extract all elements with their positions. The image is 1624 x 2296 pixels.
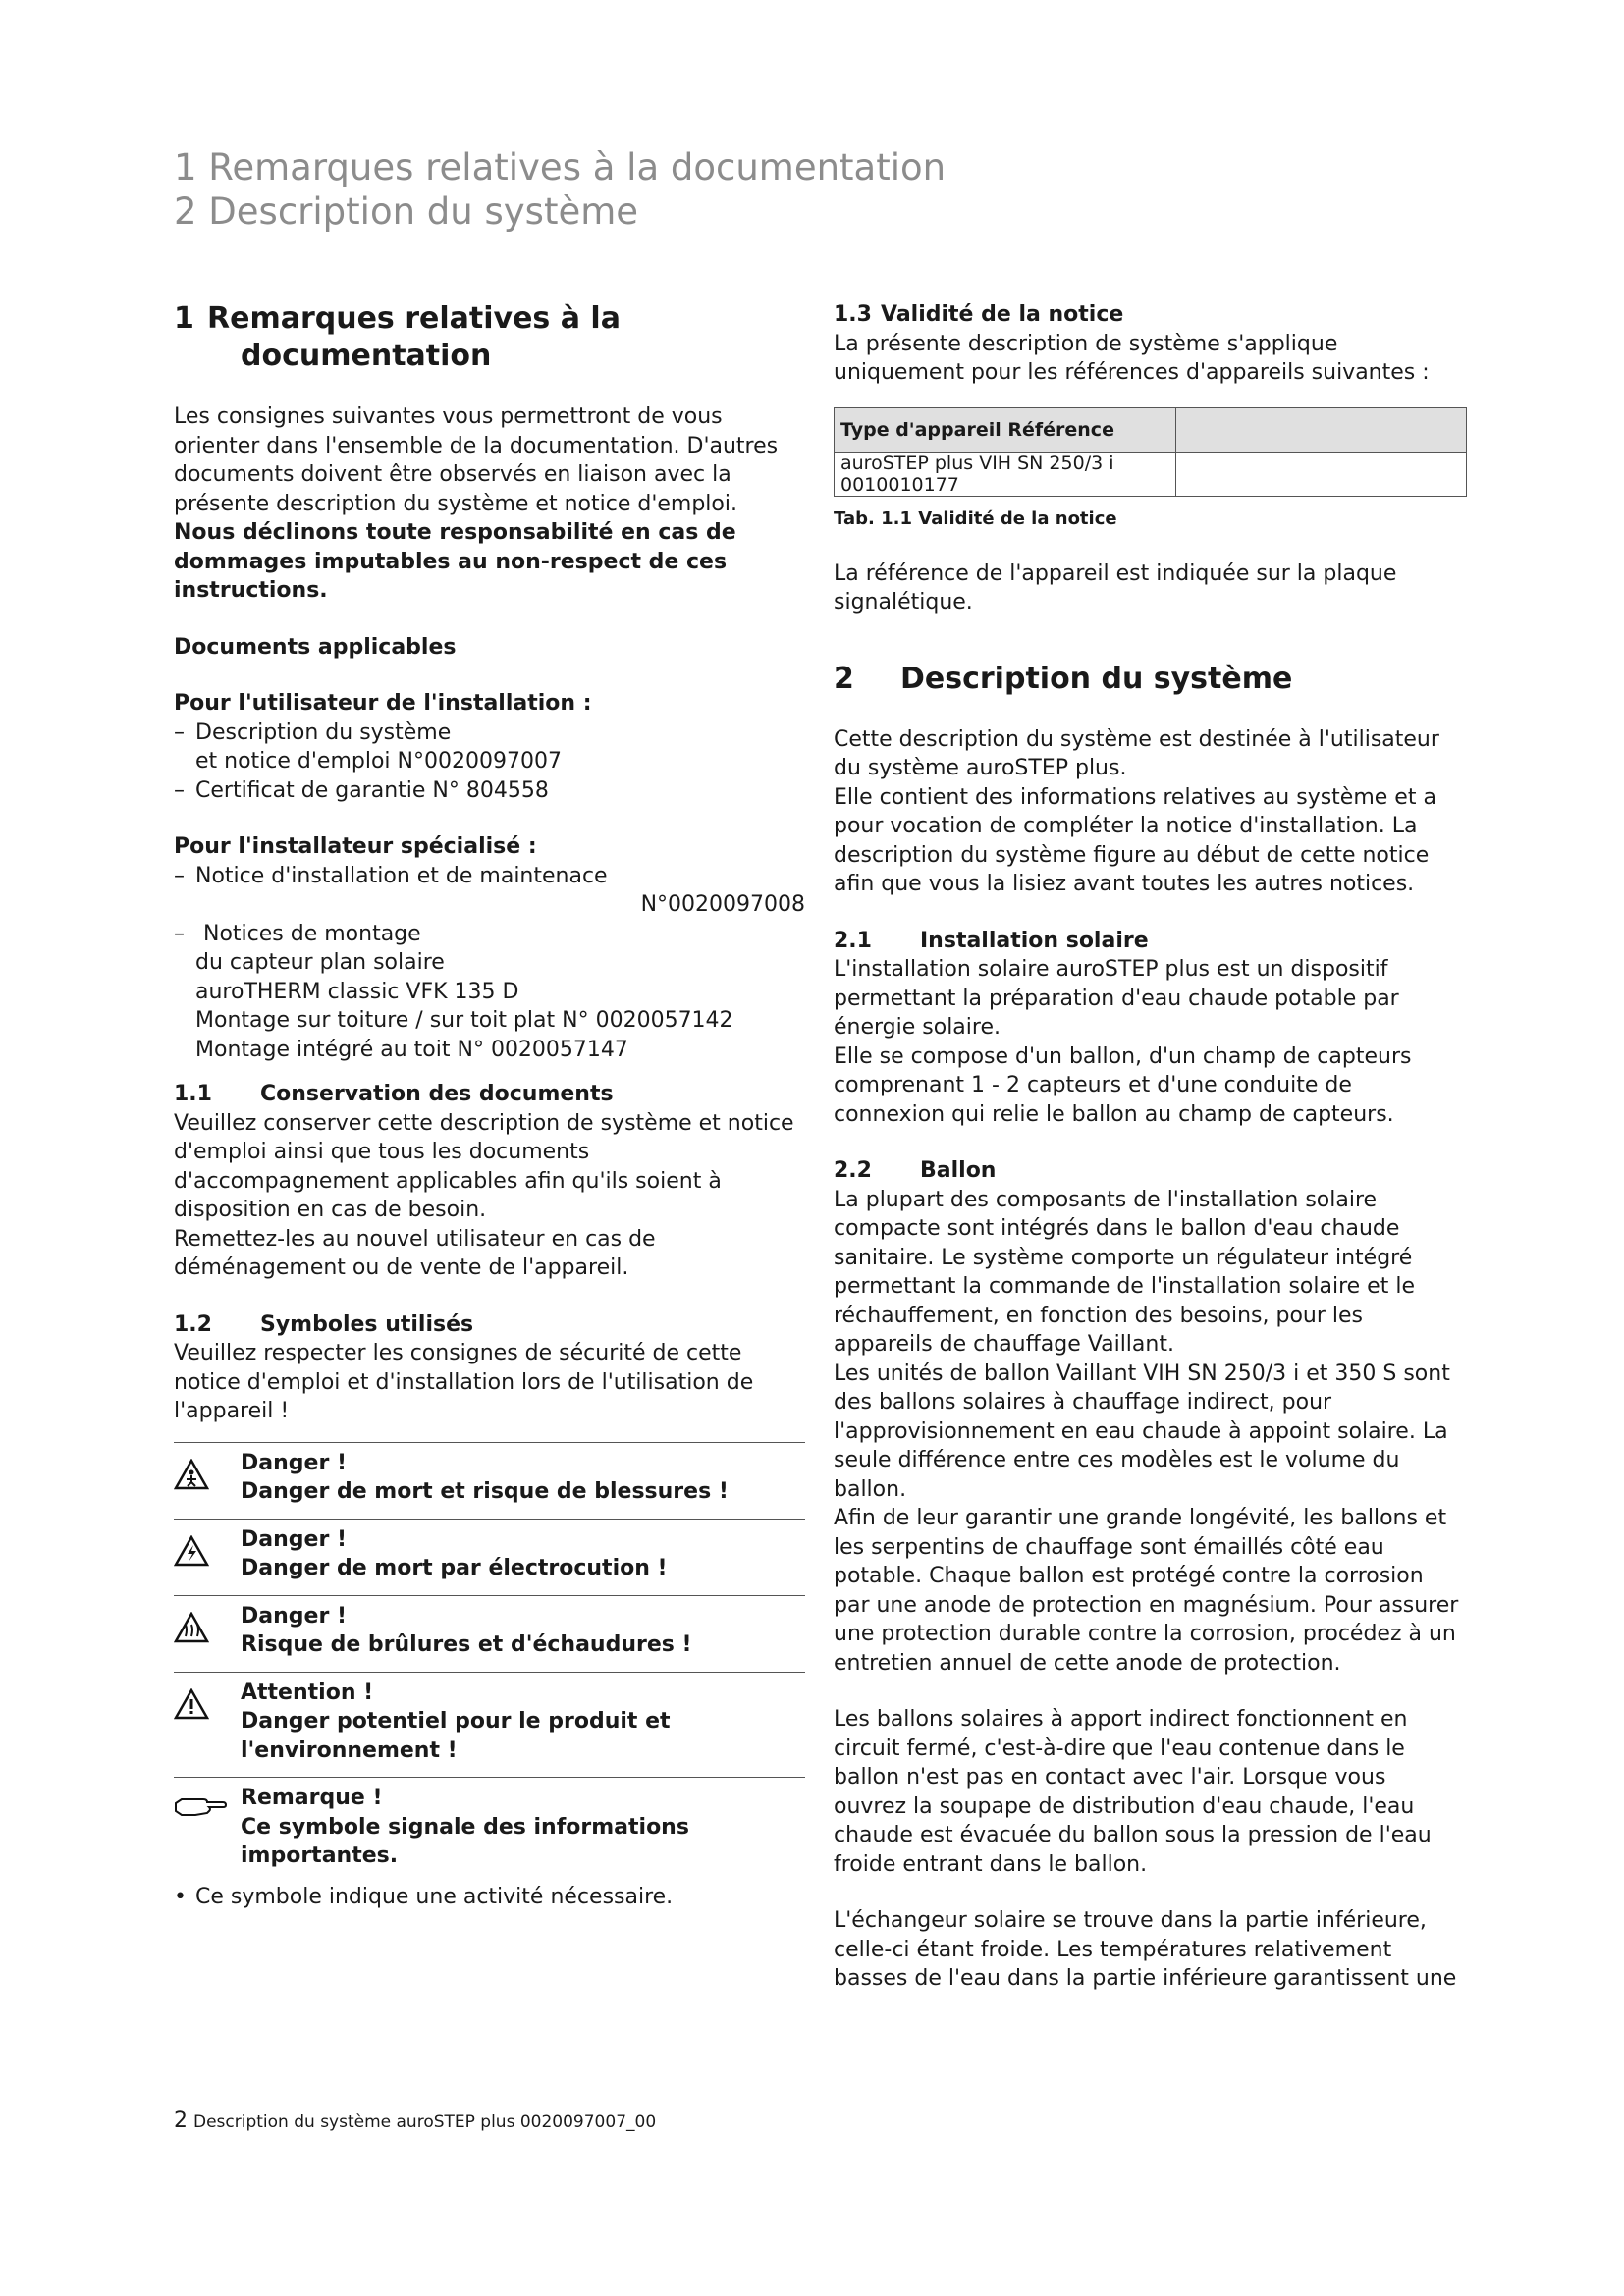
- section-2-1-heading: 2.1 Installation solaire: [834, 928, 1149, 953]
- section-1-1-body-1: Veuillez conserver cette description de système et notice d'emploi ainsi que tous les documents d'accompagnement applicables afin qu'ils soient à disposition en cas de besoin.: [174, 1110, 794, 1222]
- attention-icon: [174, 1688, 209, 1720]
- section-2-heading: 2 Description du système: [834, 661, 1293, 696]
- note-block: Remarque ! Ce symbole signale des informations importantes.: [174, 1777, 805, 1883]
- running-head: [174, 145, 946, 234]
- section-1-3-after: La référence de l'appareil est indiquée sur la plaque signalétique.: [834, 561, 1397, 614]
- section-1-2-heading: 1.2 Symboles utilisés: [174, 1311, 474, 1337]
- section-2-2-body-3: Afin de leur garantir une grande longévité, les ballons et les serpentins de chauffage sont émaillés côté eau potable. Chaque ballon est protégé contre la corrosion par une anode de protection en magnésium. Pour assurer une protection durable contre la corrosion, procédez à un entretien annuel de cette anode de protection.: [834, 1506, 1459, 1676]
- table-row: auroSTEP plus VIH SN 250/3 i 0010010177: [835, 452, 1467, 496]
- validity-table: [834, 407, 1467, 497]
- section-2-2-body-5: L'échangeur solaire se trouve dans la partie inférieure, celle-ci étant froide. Les températures relativement basses de l'eau dans la partie inférieure garantissent une: [834, 1908, 1457, 1991]
- running-head-line-1: 1 Remarques relatives à la documentation: [174, 146, 947, 188]
- page-footer: [174, 2109, 656, 2133]
- section-2-2-body-1: La plupart des composants de l'installation solaire compacte sont intégrés dans le ballon d'eau chaude sanitaire. Le système comporte un régulateur intégré permettant la commande de l'installation solaire et le réchauffement, en fonction des besoins, pour les appareils de chauffage Vaillant.: [834, 1187, 1415, 1357]
- section-1-3-body: La présente description de système s'applique uniquement pour les références d'appareils suivantes :: [834, 331, 1430, 385]
- running-head-line-2: 2 Description du système: [174, 190, 639, 233]
- section-2-body-2: Elle contient des informations relatives au système et a pour vocation de compléter la notice d'installation. La description du système figure au début de cette notice afin que vous la lisiez avant toutes les autres notices.: [834, 784, 1436, 896]
- danger-person-icon: [174, 1459, 209, 1490]
- user-docs-heading: Pour l'utilisateur de l'installation :: [174, 691, 592, 716]
- section-2-1-body-2: Elle se compose d'un ballon, d'un champ de capteurs comprenant 1 - 2 capteurs et d'une conduite de connexion qui relie le ballon au champ de capteurs.: [834, 1043, 1412, 1127]
- list-item: – Notices de montage: [174, 921, 421, 946]
- section-1-1-body-2: Remettez-les au nouvel utilisateur en cas de déménagement ou de vente de l'appareil.: [174, 1226, 656, 1280]
- documents-heading: Documents applicables: [174, 634, 457, 660]
- activity-note: • Ce symbole indique une activité nécessaire.: [174, 1884, 674, 1909]
- footer-text: Description du système auroSTEP plus 0020097007_00: [193, 2112, 657, 2132]
- pointing-hand-icon: [174, 1793, 227, 1819]
- section-1-intro: Les consignes suivantes vous permettront de vous orienter dans l'ensemble de la documentation. D'autres documents doivent être observés en liaison avec la présente description du système et notice d'emploi.: [174, 404, 779, 516]
- section-1-3-heading: 1.3 Validité de la notice: [834, 302, 1124, 327]
- section-2-2-heading: 2.2 Ballon: [834, 1158, 997, 1183]
- installer-item-1-ref: N°0020097008: [640, 892, 805, 917]
- list-item: – Certificat de garantie N° 804558: [174, 777, 549, 803]
- table-caption: Tab. 1.1 Validité de la notice: [834, 507, 1117, 529]
- list-item: – Description du système et notice d'emploi N°0020097007: [174, 720, 562, 774]
- section-2-2-body-4: Les ballons solaires à apport indirect fonctionnent en circuit fermé, c'est-à-dire que l'eau contenue dans le ballon n'est pas en contact avec l'air. Lorsque vous ouvrez la soupape de distribution d'eau chaude, l'eau chaude est évacuée du ballon sous la pression de l'eau froide entrant dans le ballon.: [834, 1707, 1432, 1877]
- electric-danger-icon: [174, 1535, 209, 1567]
- right-column: [834, 300, 1465, 1994]
- section-1-2-body: Veuillez respecter les consignes de sécurité de cette notice d'emploi et d'installation lors de l'utilisation de l'appareil !: [174, 1341, 754, 1423]
- left-column: 1 Remarques relatives à la documentation Les consignes suivantes vous permettront de vous orienter dans l'ensemble de la documentation. D'autres documents doivent être observés en liaison avec la présente description du système et notice d'emploi. Nous déclinons toute responsabilité en cas de dommages imputables au non-respect de ces instructions. Documents applicables Pour l'utilisateur de l'installation : – Description du système et notice d'emploi N°0020097007 – Certificat de garantie N° 804558 Pour l'installateur spécialisé : – Notice d'installation et de maintenace N°0020097008 – Notices de montage du capteur plan solaire auroTHERM classic VFK 135 D Montage sur toiture / sur toit plat N° 0020057142 Montage intégré au toit N° 0020057147 1.1 Conservation des documents Veuillez conserver cette description de système et notice d'emploi ainsi que tous les documents d'accompagnement applicables afin qu'ils soient à disposition en cas de besoin. Remettez-les au nouvel utilisateur en cas de déménagement ou de vente de l'appareil. 1.2 Symboles utilisés Veuillez respecter les consignes de sécurité de cette notice d'emploi et d'installation lors de l'utilisation de l'appareil ! Danger ! Danger de mort et risque de blessures ! Danger ! Danger de mort par électrocution ! Danger ! Risque de brûlures et d'échaudures ! Attention ! Danger potentiel pour le produit et l'environnement ! Remarque ! Ce symbole signale des informations importantes. • Ce symbole indique une activité nécessaire.: [174, 300, 805, 1911]
- section-2-2-body-2: Les unités de ballon Vaillant VIH SN 250/3 i et 350 S sont des ballons solaires à chauffage indirect, pour l'approvisionnement en eau chaude à appoint solaire. La seule différence entre ces modèles est le volume du ballon.: [834, 1361, 1450, 1502]
- warning-block: Danger ! Danger de mort par électrocution !: [174, 1519, 805, 1595]
- section-2-body-1: Cette description du système est destinée à l'utilisateur du système auroSTEP plus.: [834, 726, 1439, 780]
- disclaimer: Nous déclinons toute responsabilité en cas de dommages imputables au non-respect de ces instructions.: [174, 520, 736, 603]
- warning-block: Attention ! Danger potentiel pour le produit et l'environnement !: [174, 1672, 805, 1778]
- installer-docs-heading: Pour l'installateur spécialisé :: [174, 834, 537, 859]
- page-number: 2: [174, 2109, 188, 2133]
- section-1-heading: 1 Remarques relatives à la documentation: [174, 301, 621, 373]
- section-2-1-body-1: L'installation solaire auroSTEP plus est un dispositif permettant la préparation d'eau chaude potable par énergie solaire.: [834, 957, 1399, 1040]
- warning-block: Danger ! Risque de brûlures et d'échaudures !: [174, 1595, 805, 1672]
- table-header-row: Type d'appareil Référence: [835, 407, 1467, 452]
- warning-block: Danger ! Danger de mort et risque de blessures !: [174, 1442, 805, 1519]
- section-1-1-heading: 1.1 Conservation des documents: [174, 1082, 614, 1106]
- list-item: – Notice d'installation et de maintenace: [174, 863, 608, 888]
- burn-danger-icon: [174, 1612, 209, 1643]
